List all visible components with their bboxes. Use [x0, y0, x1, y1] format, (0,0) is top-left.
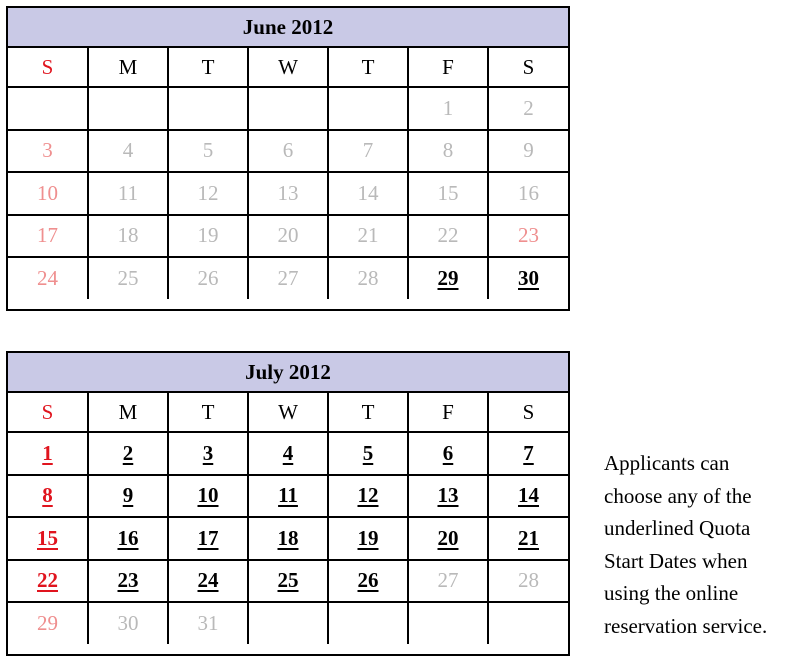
weekday-label: W — [248, 48, 328, 87]
unavailable-date: 6 — [248, 130, 328, 173]
available-start-date[interactable]: 20 — [408, 517, 488, 560]
note-line: Start Dates when — [604, 548, 748, 573]
unavailable-date: 15 — [408, 172, 488, 215]
empty-day-cell — [408, 602, 488, 644]
weekday-label: F — [408, 393, 488, 432]
available-start-date[interactable]: 21 — [488, 517, 568, 560]
note-line: Applicants can — [604, 451, 730, 475]
weekday-label: F — [408, 48, 488, 87]
instruction-note — [604, 447, 800, 642]
note-line: reservation service. — [604, 613, 768, 638]
unavailable-date: 8 — [408, 130, 488, 173]
available-start-date[interactable]: 12 — [328, 475, 408, 518]
available-start-date[interactable]: 6 — [408, 432, 488, 475]
calendar-grid — [8, 48, 568, 299]
available-start-date[interactable]: 2 — [88, 432, 168, 475]
calendar-july — [6, 351, 570, 656]
unavailable-date: 4 — [88, 130, 168, 173]
empty-day-cell — [248, 602, 328, 644]
weekday-label: T — [328, 393, 408, 432]
unavailable-date: 27 — [408, 560, 488, 603]
unavailable-date: 23 — [488, 215, 568, 258]
unavailable-date: 26 — [168, 257, 248, 299]
unavailable-date: 5 — [168, 130, 248, 173]
unavailable-date: 27 — [248, 257, 328, 299]
weekday-label: S — [8, 393, 88, 432]
empty-day-cell — [328, 87, 408, 130]
unavailable-date: 21 — [328, 215, 408, 258]
unavailable-date: 13 — [248, 172, 328, 215]
weekday-label: S — [488, 48, 568, 87]
unavailable-date: 25 — [88, 257, 168, 299]
available-start-date[interactable]: 17 — [168, 517, 248, 560]
week-row — [8, 517, 568, 560]
unavailable-date: 19 — [168, 215, 248, 258]
weekday-header-row — [8, 393, 568, 432]
empty-day-cell — [168, 87, 248, 130]
available-start-date[interactable]: 9 — [88, 475, 168, 518]
available-start-date[interactable]: 16 — [88, 517, 168, 560]
note-line: using the online — [604, 581, 739, 605]
unavailable-date: 11 — [88, 172, 168, 215]
weekday-label: S — [488, 393, 568, 432]
unavailable-date: 14 — [328, 172, 408, 215]
unavailable-date: 16 — [488, 172, 568, 215]
unavailable-date: 24 — [8, 257, 88, 299]
week-row — [8, 432, 568, 475]
unavailable-date: 9 — [488, 130, 568, 173]
available-start-date[interactable]: 13 — [408, 475, 488, 518]
weekday-label: W — [248, 393, 328, 432]
empty-day-cell — [488, 602, 568, 644]
calendar-title: July 2012 — [8, 353, 568, 393]
available-start-date[interactable]: 29 — [408, 257, 488, 299]
note-line: choose any of the — [604, 483, 752, 508]
week-row — [8, 215, 568, 258]
weekday-label: T — [328, 48, 408, 87]
unavailable-date: 7 — [328, 130, 408, 173]
week-row — [8, 87, 568, 130]
available-start-date[interactable]: 5 — [328, 432, 408, 475]
weekday-label: T — [168, 48, 248, 87]
available-start-date[interactable]: 4 — [248, 432, 328, 475]
unavailable-date: 18 — [88, 215, 168, 258]
available-start-date[interactable]: 24 — [168, 560, 248, 603]
week-row — [8, 475, 568, 518]
weekday-header-row — [8, 48, 568, 87]
calendar-june — [6, 6, 570, 311]
calendar-title: June 2012 — [8, 8, 568, 48]
unavailable-date: 3 — [8, 130, 88, 173]
weekday-label: T — [168, 393, 248, 432]
available-start-date[interactable]: 14 — [488, 475, 568, 518]
available-start-date[interactable]: 11 — [248, 475, 328, 518]
unavailable-date: 28 — [328, 257, 408, 299]
unavailable-date: 31 — [168, 602, 248, 644]
available-start-date[interactable]: 10 — [168, 475, 248, 518]
empty-day-cell — [328, 602, 408, 644]
week-row — [8, 257, 568, 299]
available-start-date[interactable]: 18 — [248, 517, 328, 560]
week-row — [8, 130, 568, 173]
available-start-date[interactable]: 30 — [488, 257, 568, 299]
unavailable-date: 20 — [248, 215, 328, 258]
week-row — [8, 602, 568, 644]
weekday-label: M — [88, 48, 168, 87]
available-start-date[interactable]: 25 — [248, 560, 328, 603]
empty-day-cell — [8, 87, 88, 130]
unavailable-date: 1 — [408, 87, 488, 130]
unavailable-date: 22 — [408, 215, 488, 258]
unavailable-date: 17 — [8, 215, 88, 258]
unavailable-date: 2 — [488, 87, 568, 130]
available-start-date[interactable]: 26 — [328, 560, 408, 603]
calendar-grid — [8, 393, 568, 644]
unavailable-date: 12 — [168, 172, 248, 215]
unavailable-date: 30 — [88, 602, 168, 644]
unavailable-date: 29 — [8, 602, 88, 644]
weekday-label: S — [8, 48, 88, 87]
available-start-date[interactable]: 7 — [488, 432, 568, 475]
week-row — [8, 560, 568, 603]
available-start-date[interactable]: 8 — [8, 475, 88, 518]
available-start-date[interactable]: 22 — [8, 560, 88, 603]
available-start-date[interactable]: 23 — [88, 560, 168, 603]
available-start-date[interactable]: 19 — [328, 517, 408, 560]
unavailable-date: 28 — [488, 560, 568, 603]
available-start-date[interactable]: 3 — [168, 432, 248, 475]
empty-day-cell — [88, 87, 168, 130]
note-line: underlined Quota — [604, 516, 751, 540]
empty-day-cell — [248, 87, 328, 130]
unavailable-date: 10 — [8, 172, 88, 215]
available-start-date[interactable]: 15 — [8, 517, 88, 560]
week-row — [8, 172, 568, 215]
weekday-label: M — [88, 393, 168, 432]
available-start-date[interactable]: 1 — [8, 432, 88, 475]
